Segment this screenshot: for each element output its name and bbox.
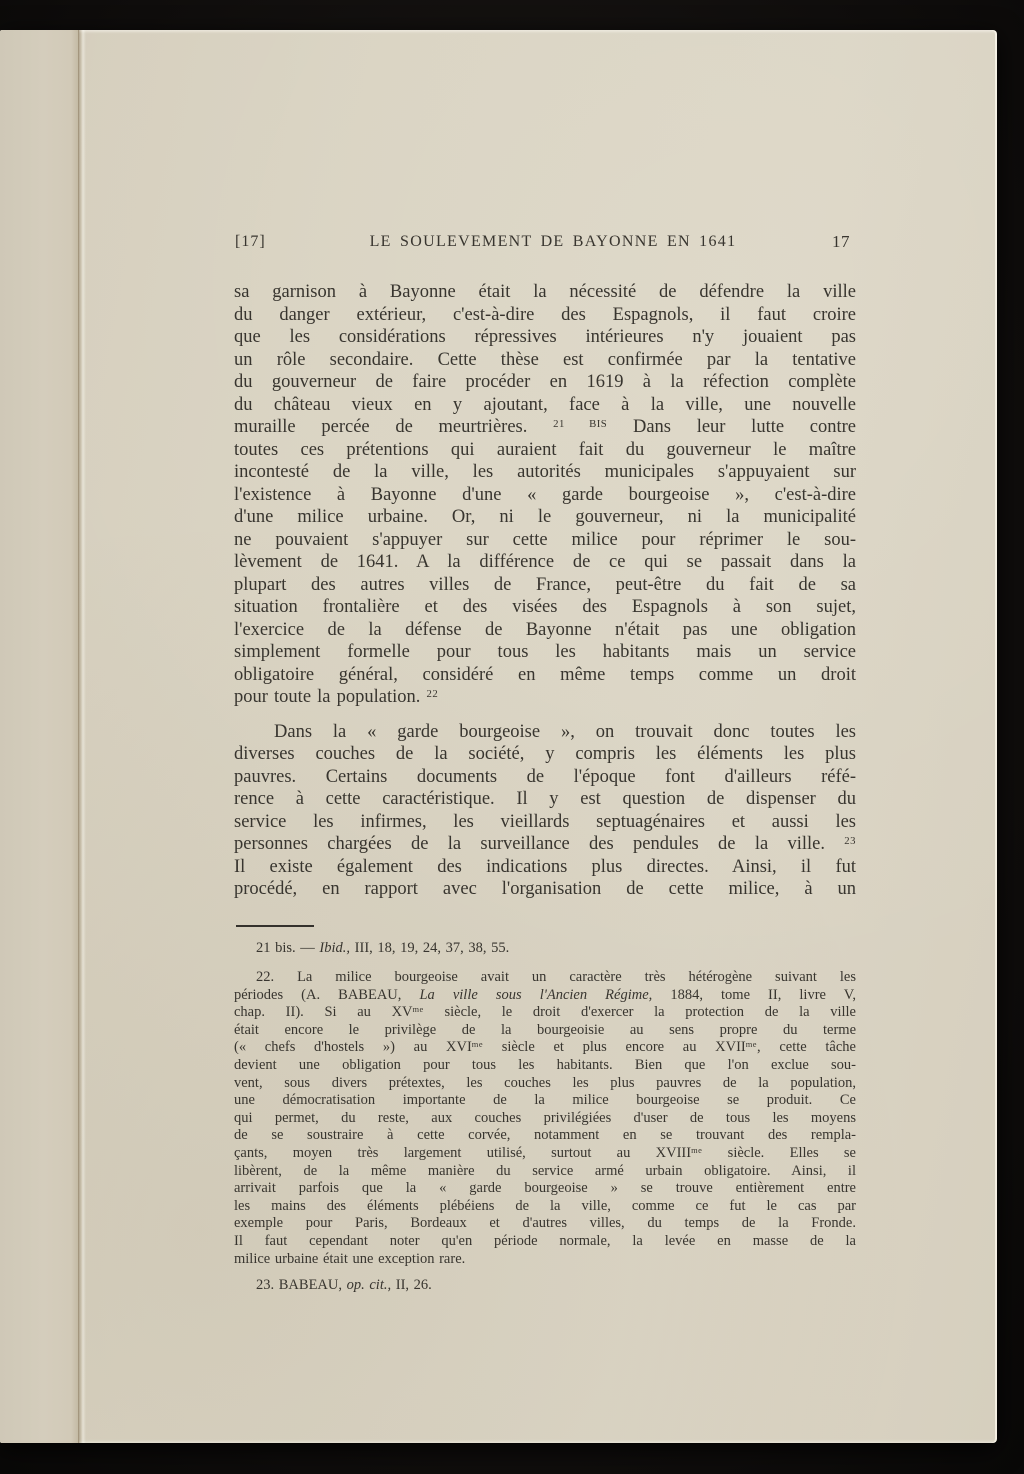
text-line: du danger extérieur, c'est-à-dire des Espagnols, il faut croire — [234, 304, 856, 325]
text-line: l'exercice de la défense de Bayonne n'était pas une obligation — [234, 619, 856, 640]
footnote — [234, 969, 856, 1268]
body-text — [234, 281, 856, 901]
text-line: que les considérations répressives intérieures n'y jouaient pas — [234, 327, 856, 347]
text-line: 21 bis. — Ibid., III, 18, 19, 24, 37, 38, 55. — [256, 939, 510, 956]
text-line: périodes (A. BABEAU, La ville sous l'Ancien Régime, 1884, tome II, livre V, — [234, 986, 856, 1003]
text-line: muraille percée de meurtrières. $^{21 BIS}$ Dans leur lutte contre — [234, 417, 856, 437]
text-line: chap. II). Si au $XV^{me}$ siècle, le droit d'exercer la protection de la ville — [234, 1004, 856, 1021]
text-line: lèvement de 1641. A la différence de ce qui se passait dans la — [234, 552, 856, 572]
text-line: Dans la « garde bourgeoise », on trouvait donc toutes les — [274, 721, 856, 742]
text-line: de se soustraire à cette corvée, notamment en se trouvant des rempla- — [234, 1127, 856, 1144]
text-line: çants, moyen très largement utilisé, surtout au $XVIII^{me}$ siècle. Elles se — [234, 1145, 856, 1162]
text-line: qui permet, du reste, aux couches privilégiées d'user de tous les moyens — [234, 1109, 856, 1126]
footnotes-section — [234, 940, 856, 1295]
text-line: incontesté de la ville, les autorités municipales s'appuyaient sur — [234, 462, 856, 482]
page-header — [234, 233, 856, 255]
text-line: 22. La milice bourgeoise avait un caractère très hétérogène suivant les — [256, 969, 856, 986]
text-line: plupart des autres villes de France, peut-être du fait de sa — [234, 574, 856, 595]
gutter-crease — [78, 30, 86, 1443]
running-title: LE SOULEVEMENT DE BAYONNE EN 1641 — [369, 233, 737, 250]
text-line: milice urbaine était une exception rare. — [234, 1250, 466, 1267]
facing-page-edge — [0, 30, 79, 1443]
text-line: 23. BABEAU, op. cit., II, 26. — [256, 1277, 432, 1294]
text-line: une démocratisation importante de la milice bourgeoise se produit. Ce — [234, 1092, 856, 1109]
body-paragraph — [234, 281, 856, 709]
text-line: diverses couches de la société, y compris les éléments les plus — [234, 744, 856, 764]
text-line: (« chefs d'hostels ») au $XVI^{me}$ siècle et plus encore au $XVII^{me}$, cette tâche — [234, 1039, 856, 1056]
text-line: procédé, en rapport avec l'organisation de cette milice, à un — [234, 879, 856, 899]
page-content — [234, 233, 856, 1295]
text-line: libèrent, de la même manière du service armé urbain obligatoire. Ainsi, il — [234, 1162, 856, 1179]
text-line: l'existence à Bayonne d'une « garde bourgeoise », c'est-à-dire — [234, 484, 856, 505]
page-number: 17 — [832, 232, 850, 251]
body-paragraph — [234, 721, 856, 901]
text-line: pauvres. Certains documents de l'époque font d'ailleurs réfé- — [234, 766, 856, 787]
text-line: vent, sous divers prétextes, les couches les plus pauvres de la population, — [234, 1074, 856, 1091]
text-line: du gouverneur de faire procéder en 1619 à la réfection complète — [234, 372, 856, 392]
text-line: obligatoire général, considéré en même temps comme un droit — [234, 664, 856, 685]
book-page — [0, 30, 997, 1443]
text-line: rence à cette caractéristique. Il y est question de dispenser du — [234, 789, 856, 809]
text-line: sa garnison à Bayonne était la nécessité de défendre la ville — [234, 282, 856, 302]
text-line: pour toute la population. $^{22}$ — [234, 687, 439, 707]
text-line: arrivait parfois que la « garde bourgeoise » se trouve entièrement entre — [234, 1180, 856, 1197]
text-line: personnes chargées de la surveillance des pendules de la ville. $^{23}$ — [234, 834, 856, 854]
text-line: situation frontalière et des visées des Espagnols à son sujet, — [234, 597, 856, 617]
text-line: d'une milice urbaine. Or, ni le gouverneur, ni la municipalité — [234, 507, 856, 527]
footnote-separator — [236, 925, 314, 927]
text-line: ne pouvaient s'appuyer sur cette milice pour réprimer le sou- — [234, 529, 856, 550]
text-line: devient une obligation pour tous les habitants. Bien que l'on exclue sou- — [234, 1057, 856, 1074]
margin-reference: [17] — [235, 233, 266, 250]
footnote — [234, 940, 856, 958]
text-line: Il existe également des indications plus directes. Ainsi, il fut — [234, 856, 856, 877]
text-line: un rôle secondaire. Cette thèse est confirmée par la tentative — [234, 349, 856, 370]
text-line: simplement formelle pour tous les habitants mais un service — [234, 642, 856, 662]
text-line: toutes ces prétentions qui auraient fait du gouverneur le maître — [234, 439, 856, 460]
text-line: exemple pour Paris, Bordeaux et d'autres villes, du temps de la Fronde. — [234, 1215, 856, 1232]
text-line: du château vieux en y ajoutant, face à la ville, une nouvelle — [234, 394, 856, 415]
text-line: les mains des éléments plébéiens de la ville, comme ce fut le cas par — [234, 1197, 856, 1214]
text-line: service les infirmes, les vieillards septuagénaires et aussi les — [234, 811, 856, 832]
footnote — [234, 1277, 856, 1295]
text-line: était encore le privilège de la bourgeoisie au sens propre du terme — [234, 1021, 856, 1038]
text-line: Il faut cependant noter qu'en période normale, la levée en masse de la — [234, 1233, 856, 1249]
